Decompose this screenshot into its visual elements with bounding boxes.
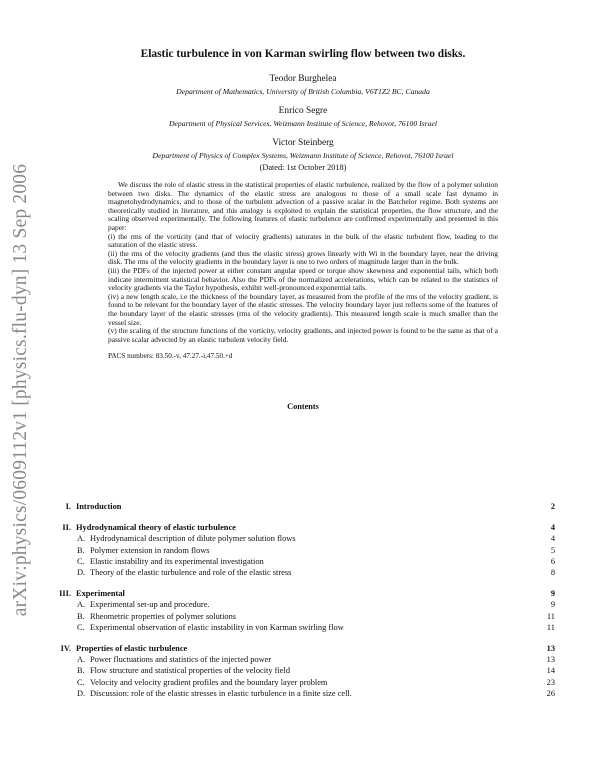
abstract-item: (v) the scaling of the structure functions of the vorticity, velocity gradients, and injected power is found to be the same as that of a passive scalar advected by an elastic turbulent velocity field.: [108, 326, 498, 344]
toc-subentry[interactable]: [52, 533, 555, 544]
toc-subtitle: Theory of the elastic turbulence and role of the elastic stress: [90, 568, 292, 578]
toc-subtitle: Power fluctuations and statistics of the injected power: [90, 655, 272, 665]
toc-number: III.: [59, 589, 71, 599]
arxiv-sidebar-stamp: [6, 150, 36, 630]
author-affiliation: Department of Physical Services, Weizmann Institute of Science, Rehovot, 76100 Israel: [168, 119, 438, 128]
toc-subtitle: Discussion: role of the elastic stresses in elastic turbulence in a finite size cell.: [90, 688, 352, 698]
toc-subtitle: Experimental set-up and procedure.: [90, 600, 210, 610]
toc-section: [52, 588, 555, 633]
toc-page: 13: [546, 655, 555, 665]
toc-number: I.: [65, 502, 71, 511]
abstract-item: (iii) the PDFs of the injected power at either constant angular speed or torque show skewness and exponential tails, which both indicate intermittent statistical behavior. Also the PDFs of the normalized accelerations, which can be related to the statistics of velocity gradients via the Taylor hypothesis, exhibit well-pronounced exponential tails.: [108, 265, 498, 293]
toc-subnumber: A.: [77, 534, 86, 544]
toc-page: 26: [546, 688, 555, 698]
toc-section: [52, 501, 555, 512]
toc-page: 8: [550, 568, 555, 578]
toc-subentry[interactable]: [52, 599, 555, 610]
abstract-item: (ii) the rms of the velocity gradients (and thus the elastic stress) grows linearly with Wi in the boundary layer, near the driving disk. The rms of the velocity gradients in the boundary layer is one to two orders of magnitude larger than in the bulk.: [108, 248, 498, 267]
toc-subnumber: B.: [77, 611, 85, 621]
toc-page: 23: [546, 677, 555, 687]
toc-subtitle: Polymer extension in random flows: [90, 545, 210, 555]
toc-entry[interactable]: [52, 643, 555, 654]
toc-subtitle: Rheometric properties of polymer solutions: [90, 611, 237, 621]
toc-subentry[interactable]: [52, 688, 555, 699]
toc-subnumber: A.: [77, 655, 86, 665]
author-name: Teodor Burghelea: [269, 74, 337, 84]
toc-subnumber: B.: [77, 545, 85, 555]
toc-subnumber: C.: [77, 677, 85, 687]
toc-subnumber: D.: [77, 568, 86, 578]
author-name: Victor Steinberg: [272, 138, 334, 148]
toc-subentry[interactable]: [52, 567, 555, 578]
abstract-item: (iv) a new length scale, i.e the thickness of the boundary layer, as measured from the profile of the rms of the velocity gradient, is found to be relevant for the boundary layer of the elastic stresses. The velocity boundary layer just reflects some of the features of the boundary layer of the elastic stresses (rms of the velocity gradients). This measured length scale is much smaller than the vessel size.: [108, 291, 498, 327]
toc-subentry[interactable]: [52, 654, 555, 665]
pacs-numbers: PACS numbers: 83.50.-v, 47.27.-i,47.50.+d: [108, 352, 233, 361]
abstract-item: (i) the rms of the vorticity (and that of velocity gradients) saturates in the bulk of the elastic turbulent flow, leading to the saturation of the elastic stress.: [108, 231, 498, 250]
toc-title: Introduction: [76, 502, 122, 511]
toc-entry[interactable]: [52, 588, 555, 599]
author-affiliation: Department of Mathematics, University of British Columbia, V6T1Z2 BC, Canada: [176, 87, 430, 96]
toc-page: 2: [550, 502, 555, 511]
toc-subtitle: Elastic instability and its experimental investigation: [90, 556, 264, 566]
toc-subtitle: Hydrodynamical description of dilute polymer solution flows: [90, 534, 296, 544]
toc-subtitle: Velocity and velocity gradient profiles and the boundary layer problem: [90, 677, 328, 687]
toc-page: 4: [550, 534, 555, 544]
toc-subentry[interactable]: [52, 556, 555, 567]
toc-subentry[interactable]: [52, 622, 555, 633]
toc-subtitle: Experimental observation of elastic instability in von Karman swirling flow: [90, 622, 344, 632]
contents-heading: Contents: [287, 402, 319, 412]
toc-page: 9: [550, 600, 555, 610]
toc-entry[interactable]: [52, 501, 555, 512]
toc-page: 14: [546, 666, 555, 676]
toc-page: 11: [546, 611, 555, 621]
toc-subtitle: Flow structure and statistical properties of the velocity field: [90, 666, 291, 676]
toc-section: [52, 643, 555, 699]
toc-subentry[interactable]: [52, 677, 555, 688]
toc-page: 4: [550, 523, 555, 533]
paper-title: Elastic turbulence in von Karman swirling flow between two disks.: [140, 48, 466, 60]
toc-subnumber: B.: [77, 666, 85, 676]
paper-front-matter: [98, 48, 508, 411]
toc-title: Experimental: [76, 589, 125, 599]
toc-subnumber: C.: [77, 622, 85, 632]
author-name: Enrico Segre: [278, 106, 328, 116]
toc-subnumber: C.: [77, 556, 85, 566]
toc-subentry[interactable]: [52, 545, 555, 556]
toc-subnumber: D.: [77, 688, 86, 698]
toc-number: IV.: [60, 644, 71, 654]
table-of-contents: [52, 501, 555, 709]
toc-subentry[interactable]: [52, 665, 555, 676]
toc-subentry[interactable]: [52, 611, 555, 622]
abstract-intro: We discuss the role of elastic stress in the statistical properties of elastic turbulence, realized by the flow of a polymer solution between two disks. The dynamics of the elastic stress are analogous to those of a small scale fast dynamo in magnetohydrodynamics, and to those of the turbulent advection of a passive scalar in the Batchelor regime. Both systems are theoretically studied in literature, and this analogy is exploited to explain the statistical properties, the flow structure, and the scaling observed experimentally. The following features of elastic turbulence are confirmed experimentally and presented in this paper:: [108, 180, 498, 232]
toc-subnumber: A.: [77, 600, 86, 610]
arxiv-identifier: arXiv:physics/0609112v1 [physics.flu-dyn] 13 Sep 2006: [10, 163, 31, 617]
toc-page: 9: [550, 589, 555, 599]
toc-entry[interactable]: [52, 522, 555, 533]
toc-number: II.: [62, 523, 71, 533]
author-affiliation: Department of Physics of Complex Systems, Weizmann Institute of Science, Rehovot, 76100 Israel: [152, 151, 454, 160]
toc-section: [52, 522, 555, 578]
toc-page: 5: [550, 545, 555, 555]
toc-page: 13: [546, 644, 555, 654]
toc-page: 6: [550, 556, 555, 566]
abstract: [108, 181, 498, 344]
toc-title: Hydrodynamical theory of elastic turbulence: [76, 523, 236, 533]
toc-title: Properties of elastic turbulence: [76, 644, 188, 654]
toc-page: 11: [546, 622, 555, 632]
date-line: (Dated: 1st October 2018): [259, 163, 347, 172]
